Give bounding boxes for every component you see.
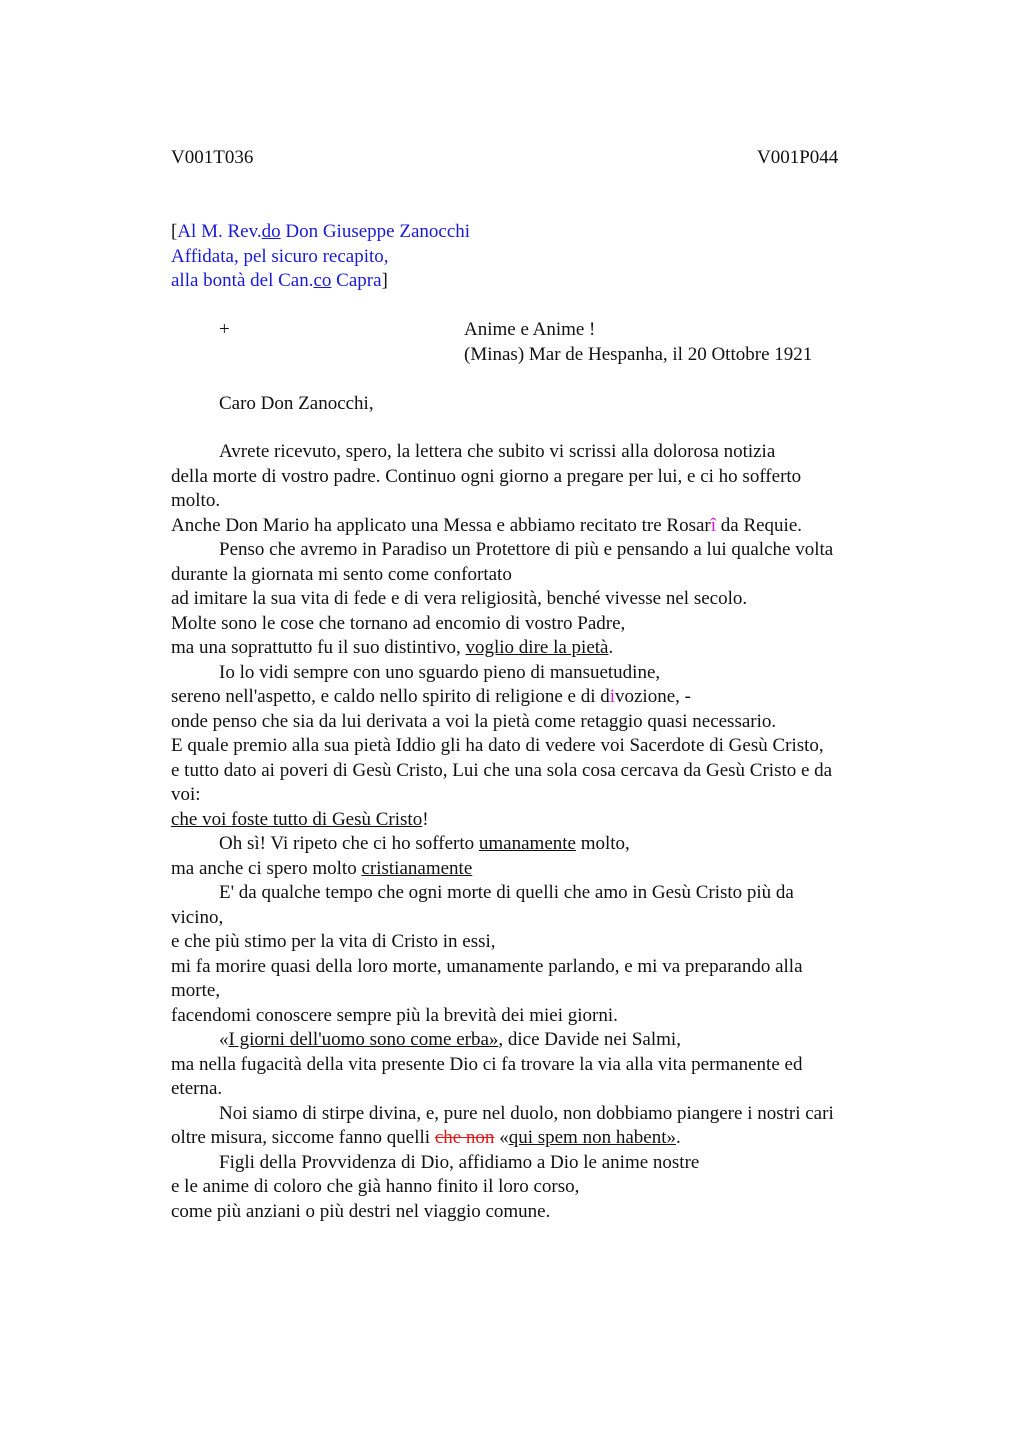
body-line: eterna. <box>171 1078 223 1099</box>
body-line: Io lo vidi sempre con uno sguardo pieno di mansuetudine, <box>219 661 661 683</box>
underlined-text: voglio dire la pietà <box>465 637 609 658</box>
superscript-abbrev: co <box>313 270 332 291</box>
body-line: ma nella fugacità della vita presente Dio ci fa trovare la via alla vita permanente ed <box>171 1053 803 1075</box>
underlined-text: umanamente <box>478 833 576 854</box>
body-line: Oh sì! Vi ripeto che ci ho sofferto umanamente molto, <box>219 833 630 854</box>
editorial-insertion: i <box>609 686 615 707</box>
body-line: sereno nell'aspetto, e caldo nello spirito di religione e di divozione, - <box>171 686 691 707</box>
body-line: mi fa morire quasi della loro morte, umanamente parlando, e mi va preparando alla <box>171 955 803 977</box>
superscript-abbrev: do <box>261 221 281 242</box>
salutation: Caro Don Zanocchi, <box>219 393 374 414</box>
body-line: ma una soprattutto fu il suo distintivo, voglio dire la pietà. <box>171 637 614 658</box>
underlined-text: cristianamente <box>361 857 473 879</box>
editorial-insertion: î <box>710 514 717 536</box>
letter-body <box>171 440 891 1224</box>
body-line: voi: <box>171 784 201 805</box>
underlined-text: qui spem non habent» <box>508 1127 676 1148</box>
body-line: oltre misura, siccome fanno quelli che non «qui spem non habent». <box>171 1127 681 1148</box>
underlined-text: I giorni dell'uomo sono come erba» <box>228 1029 499 1050</box>
body-line: Figli della Provvidenza di Dio, affidiamo a Dio le anime nostre <box>219 1151 700 1173</box>
body-line: Penso che avremo in Paradiso un Protettore di più e pensando a lui qualche volta <box>219 539 834 560</box>
body-line: ad imitare la sua vita di fede e di vera religiosità, benché vivesse nel secolo. <box>171 588 748 609</box>
underlined-text: che voi foste tutto di Gesù Cristo <box>171 808 423 830</box>
close-bracket: ] <box>381 270 388 291</box>
letter-heading <box>464 318 812 367</box>
body-line: Anche Don Mario ha applicato una Messa e abbiamo recitato tre Rosarî da Requie. <box>171 514 803 536</box>
page-code: V001P044 <box>757 147 839 168</box>
body-line: E' da qualche tempo che ogni morte di quelli che amo in Gesù Cristo più da <box>219 882 794 903</box>
cross-mark: + <box>219 319 230 340</box>
address-line-1: [Al M. Rev.do Don Giuseppe Zanocchi <box>171 221 471 242</box>
motto: Anime e Anime ! <box>464 319 596 340</box>
body-line: Noi siamo di stirpe divina, e, pure nel duolo, non dobbiamo piangere i nostri cari <box>219 1102 834 1124</box>
body-line: facendomi conoscere sempre più la brevità dei miei giorni. <box>171 1004 618 1026</box>
body-line: e le anime di coloro che già hanno finito il loro corso, <box>171 1176 580 1197</box>
struck-deletion: che non <box>434 1127 495 1148</box>
body-line: vicino, <box>171 906 224 928</box>
body-line: e che più stimo per la vita di Cristo in essi, <box>171 931 496 952</box>
body-line: morte, <box>171 980 221 1001</box>
document-code: V001T036 <box>171 147 254 168</box>
body-line: onde penso che sia da lui derivata a voi la pietà come retaggio quasi necessario. <box>171 710 777 732</box>
open-bracket: [ <box>171 221 178 242</box>
body-line: della morte di vostro padre. Continuo ogni giorno a pregare per lui, e ci ho sofferto <box>171 465 802 487</box>
body-line: Avrete ricevuto, spero, la lettera che subito vi scrissi alla dolorosa notizia <box>219 441 776 462</box>
body-line: che voi foste tutto di Gesù Cristo! <box>171 808 429 830</box>
place-date: (Minas) Mar de Hespanha, il 20 Ottobre 1921 <box>464 343 813 365</box>
body-line: molto. <box>171 490 221 511</box>
address-line-2: Affidata, pel sicuro recapito, <box>171 245 389 267</box>
body-line: E quale premio alla sua pietà Iddio gli ha dato di vedere voi Sacerdote di Gesù Cristo, <box>171 735 824 756</box>
body-line: come più anziani o più destri nel viaggio comune. <box>171 1200 551 1222</box>
body-line: durante la giornata mi sento come confortato <box>171 563 512 585</box>
body-line: ma anche ci spero molto cristianamente <box>171 857 473 879</box>
body-line: e tutto dato ai poveri di Gesù Cristo, Lui che una sola cosa cercava da Gesù Cristo e da <box>171 759 833 781</box>
address-block <box>171 220 470 294</box>
body-line: «I giorni dell'uomo sono come erba», dice Davide nei Salmi, <box>219 1029 681 1050</box>
body-line: Molte sono le cose che tornano ad encomio di vostro Padre, <box>171 612 626 634</box>
address-line-3: alla bontà del Can.co Capra] <box>171 270 388 291</box>
